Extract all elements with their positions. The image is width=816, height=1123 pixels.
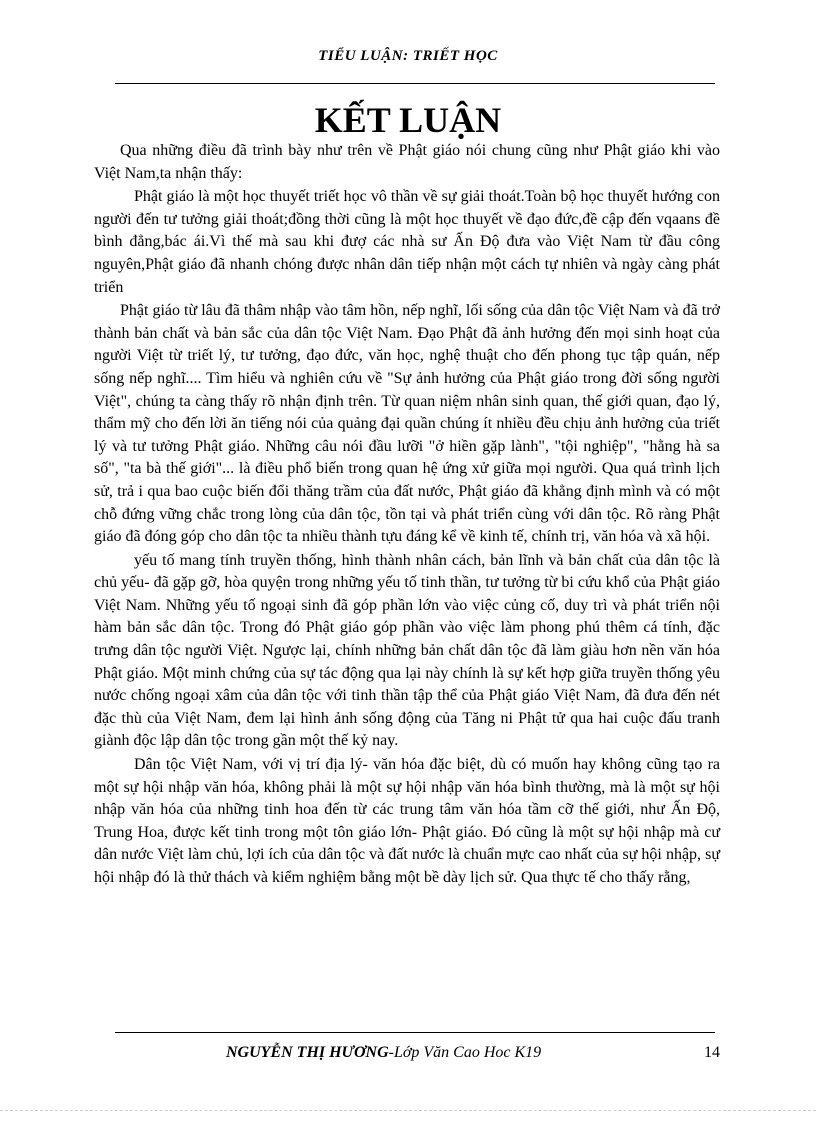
footer-class: -Lớp Văn Cao Hoc K19 (388, 1044, 542, 1061)
paragraph-1: Phật giáo là một học thuyết triết học vô thần về sự giải thoát.Toàn bộ học thuyết hướng con người đến tư tưởng giải thoát;đồng thời cũng là một học thuyết về đạo đức,đề cập đến vqaans đề bình đẳng,bác ái.Vì thế mà sau khi đượ các nhà sư Ấn Độ đưa vào Việt Nam từ đầu công nguyên,Phật giáo đã nhanh chóng được nhân dân tiếp nhận một cách tự nhiên và ngày càng phát triển (94, 188, 720, 296)
body-text (94, 140, 720, 891)
paragraph-intro: Qua những điều đã trình bày như trên về Phật giáo nói chung cũng như Phật giáo khi vào Việt Nam,ta nhận thấy: (94, 142, 720, 182)
page-number: 14 (704, 1044, 720, 1061)
paragraph-4: Dân tộc Việt Nam, với vị trí địa lý- văn hóa đặc biệt, dù có muốn hay không cũng tạo ra một sự hội nhập văn hóa, không phải là một sự hội nhập văn hóa bình thường, mà là một sự hội nhập văn hóa của những tinh hoa đến từ các trung tâm văn hóa tầm cỡ thế giới, như Ấn Độ, Trung Hoa, được kết tinh trong một tôn giáo lớn- Phật giáo. Đó cũng là một sự hội nhập mà cư dân nước Việt làm chủ, lợi ích của dân tộc và đất nước là chuẩn mực cao nhất của sự hội nhập, sự hội nhập đó là thử thách và kiểm nghiệm bằng một bề dày lịch sử. Qua thực tế cho thấy rằng, (94, 756, 720, 886)
page-edge-divider (0, 1110, 816, 1111)
footer-author: NGUYỄN THỊ HƯƠNG (226, 1044, 389, 1061)
paragraph-2: Phật giáo từ lâu đã thâm nhập vào tâm hồn, nếp nghĩ, lối sống của dân tộc Việt Nam và đã trở thành bản chất và bản sắc của dân tộc Việt Nam. Đạo Phật đã ảnh hưởng đến mọi sinh hoạt của người Việt từ triết lý, tư tưởng, đạo đức, văn học, nghệ thuật cho đến phong tục tập quán, nếp sống nếp nghĩ.... Tìm hiểu và nghiên cứu về "Sự ảnh hưởng của Phật giáo trong đời sống người Việt", chúng ta càng thấy rõ nhận định trên. Từ quan niệm nhân sinh quan, thế giới quan, đạo lý, thẩm mỹ cho đến lời ăn tiếng nói của quảng đại quần chúng ít nhiều đều chịu ảnh hưởng của triết lý và tư tưởng Phật giáo. Những câu nói đầu lưỡi "ở hiền gặp lành", "tội nghiệp", "hằng hà sa số", "ta bà thế giới"... là điều phổ biến trong quan hệ ứng xử giữa mọi người. Qua quá trình lịch sử, trả i qua bao cuộc biến đổi thăng trầm của đất nước, Phật giáo đã khẳng định mình và có một chỗ đứng vững chắc trong lòng của dân tộc, tồn tại và phát triển cùng với dân tộc. Rõ ràng Phật giáo đã đóng góp cho dân tộc ta nhiều thành tựu đáng kể về kinh tế, chính trị, văn hóa và xã hội. (94, 302, 720, 546)
paragraph-3: yếu tố mang tính truyền thống, hình thành nhân cách, bản lĩnh và bản chất của dân tộc là chủ yếu- đã gặp gỡ, hòa quyện trong những yếu tố tinh thần, tư tưởng từ bi cứu khổ của Phật giáo Việt Nam. Những yếu tố ngoại sinh đã góp phần lớn vào việc củng cố, duy trì và phát triển nội hàm bản sắc dân tộc. Trong đó Phật giáo góp phần vào việc làm phong phú thêm cá tính, đặc trưng dân tộc người Việt. Ngược lại, chính những bản chất dân tộc đã làm giàu hơn nền văn hóa Phật giáo. Một minh chứng của sự tác động qua lại này chính là sự kết hợp giữa truyền thống yêu nước chống ngoại xâm của dân tộc với tinh thần tập thể của Phật giáo Việt Nam, đã đưa đến nét đặc thù của Việt Nam, đem lại hình ảnh sống động của Tăng ni Phật tử qua hai cuộc đấu tranh giành độc lập dân tộc trong gần một thế kỷ nay. (94, 551, 720, 750)
section-title: KẾT LUẬN (314, 100, 502, 140)
footer-divider (115, 1032, 715, 1033)
header-divider (115, 83, 715, 84)
running-footer (226, 1044, 541, 1062)
running-header: TIỂU LUẬN: TRIẾT HỌC (318, 48, 498, 64)
